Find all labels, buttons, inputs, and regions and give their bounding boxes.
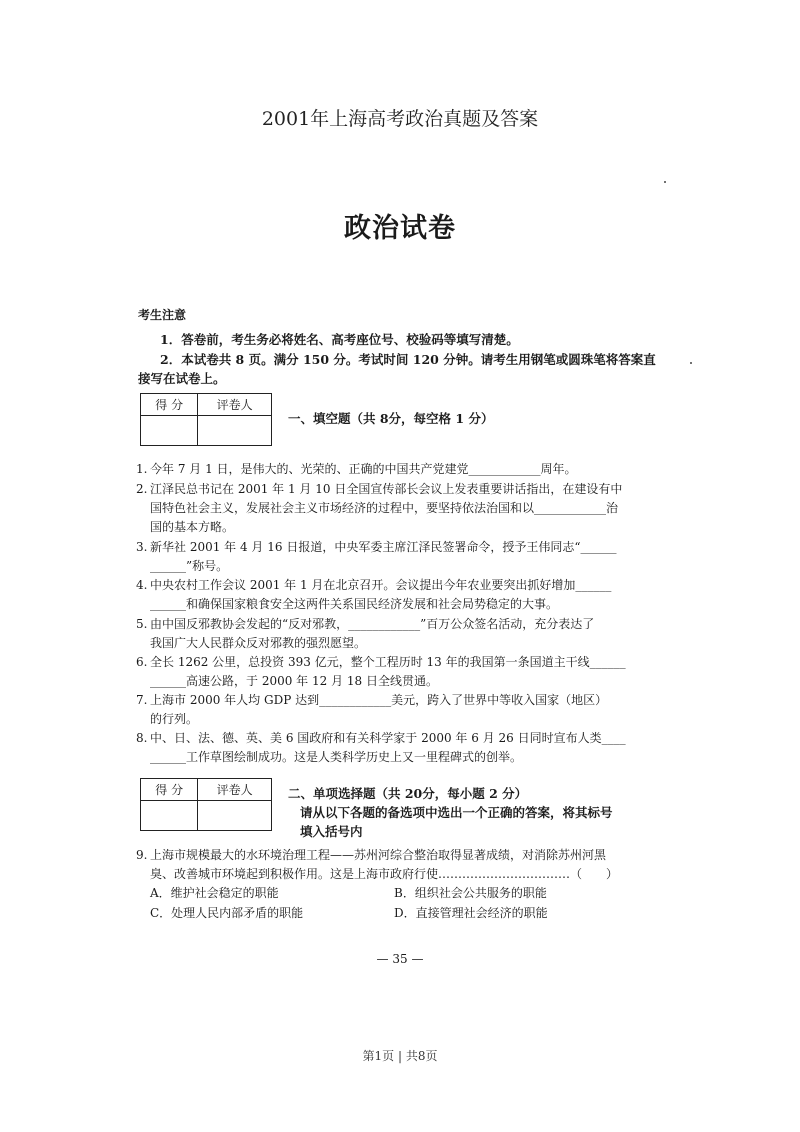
question-text: 新华社 2001 年 4 月 16 日报道，中央军委主席江泽民签署命令，授予王伟同志“______ xyxy=(150,540,617,554)
question-text: 江泽民总书记在 2001 年 1 月 10 日全国宣传部长会议上发表重要讲话指出，在建设有中 xyxy=(150,482,623,496)
question-number: 5. xyxy=(136,617,148,631)
question-number: 9. xyxy=(136,848,148,862)
notice-heading: 考生注意 xyxy=(138,308,187,322)
question-text: 中、日、法、德、英、美 6 国政府和有关科学家于 2000 年 6 月 26 日同时宣布人类____ xyxy=(150,731,626,745)
question-number: 3. xyxy=(136,540,148,554)
question-number: 1. xyxy=(136,462,148,476)
question-7 xyxy=(136,691,666,729)
question-text: 上海市 2000 年人均 GDP 达到____________美元，跨入了世界中等收入国家（地区） xyxy=(150,693,608,707)
grader-label: 评卷人 xyxy=(198,779,272,801)
question-4 xyxy=(136,576,666,614)
score-label: 得 分 xyxy=(141,394,198,416)
question-1 xyxy=(136,460,666,479)
question-number: 7. xyxy=(136,693,148,707)
question-number: 2. xyxy=(136,482,148,496)
section-2-instruction xyxy=(300,803,660,841)
question-text-cont: ______”称号。 xyxy=(150,559,229,573)
question-text-cont: 我国广大人民群众反对邪教的强烈愿望。 xyxy=(150,636,367,650)
question-text-cont: ______工作草图绘制成功。这是人类科学历史上又一里程碑式的创举。 xyxy=(150,750,523,764)
score-label: 得 分 xyxy=(141,779,198,801)
instruction-line-2: 填入括号内 xyxy=(300,824,363,839)
question-text-cont: 臭、改善城市环境起到积极作用。这是上海市政府行使……………………………（ ） xyxy=(150,867,619,881)
question-number: 4. xyxy=(136,578,148,592)
notice-item-2: 2．本试卷共 8 页。满分 150 分。考试时间 120 分钟。请考生用钢笔或圆珠笔将答案直 xyxy=(160,352,656,367)
question-text-cont: 国特色社会主义，发展社会主义市场经济的过程中，要坚持依法治国和以____________治 xyxy=(150,501,619,515)
page-number: — 35 — xyxy=(376,952,424,966)
document-title: 2001年上海高考政治真题及答案 xyxy=(261,108,539,130)
question-text: 上海市规模最大的水环境治理工程——苏州河综合整治取得显著成绩，对消除苏州河黑 xyxy=(150,848,607,862)
page-footer: 第1页 | 共8页 xyxy=(362,1049,438,1063)
question-text: 全长 1262 公里，总投资 393 亿元，整个工程历时 13 年的我国第一条国道主干线______ xyxy=(150,655,626,669)
option-a[interactable]: A．维护社会稳定的职能 xyxy=(150,886,279,900)
question-8 xyxy=(136,729,666,767)
notice-item-1: 1．答卷前，考生务必将姓名、高考座位号、校验码等填写清楚。 xyxy=(160,332,519,347)
grader-cell[interactable] xyxy=(198,801,272,831)
score-cell[interactable] xyxy=(141,801,198,831)
question-3 xyxy=(136,538,666,576)
score-box-section-1 xyxy=(140,393,272,446)
scan-speck xyxy=(664,181,666,183)
question-text-cont: ______和确保国家粮食安全这两件关系国民经济发展和社会局势稳定的大事。 xyxy=(150,597,559,611)
option-d[interactable]: D．直接管理社会经济的职能 xyxy=(394,906,548,920)
question-2 xyxy=(136,480,666,537)
question-text-cont: 国的基本方略。 xyxy=(150,520,235,534)
question-text-cont: ______高速公路，于 2000 年 12 月 18 日全线贯通。 xyxy=(150,674,438,688)
question-text-cont: 的行列。 xyxy=(150,712,199,726)
question-text: 今年 7 月 1 日，是伟大的、光荣的、正确的中国共产党建党____________周年。 xyxy=(150,462,577,476)
score-cell[interactable] xyxy=(141,416,198,446)
option-c[interactable]: C．处理人民内部矛盾的职能 xyxy=(150,906,304,920)
question-5 xyxy=(136,615,666,653)
question-6 xyxy=(136,653,666,691)
score-box-section-2 xyxy=(140,778,272,831)
question-number: 8. xyxy=(136,731,148,745)
option-b[interactable]: B．组织社会公共服务的职能 xyxy=(394,886,547,900)
grader-cell[interactable] xyxy=(198,416,272,446)
instruction-line-1: 请从以下各题的备选项中选出一个正确的答案，将其标号 xyxy=(300,805,613,820)
notice-item-2-cont: 接写在试卷上。 xyxy=(138,371,226,386)
grader-label: 评卷人 xyxy=(198,394,272,416)
question-9-options xyxy=(150,884,600,924)
scan-speck xyxy=(690,362,692,364)
question-text: 中央农村工作会议 2001 年 1 月在北京召开。会议提出今年农业要突出抓好增加______ xyxy=(150,578,612,592)
question-text: 由中国反邪教协会发起的“反对邪教，____________”百万公众签名活动，充分表达了 xyxy=(150,617,595,631)
question-9 xyxy=(136,846,666,884)
paper-title: 政治试卷 xyxy=(344,213,456,244)
section-1-heading: 一、填空题（共 8分，每空格 1 分） xyxy=(288,411,494,426)
question-number: 6. xyxy=(136,655,148,669)
section-2-heading: 二、单项选择题（共 20分，每小题 2 分） xyxy=(288,786,528,801)
